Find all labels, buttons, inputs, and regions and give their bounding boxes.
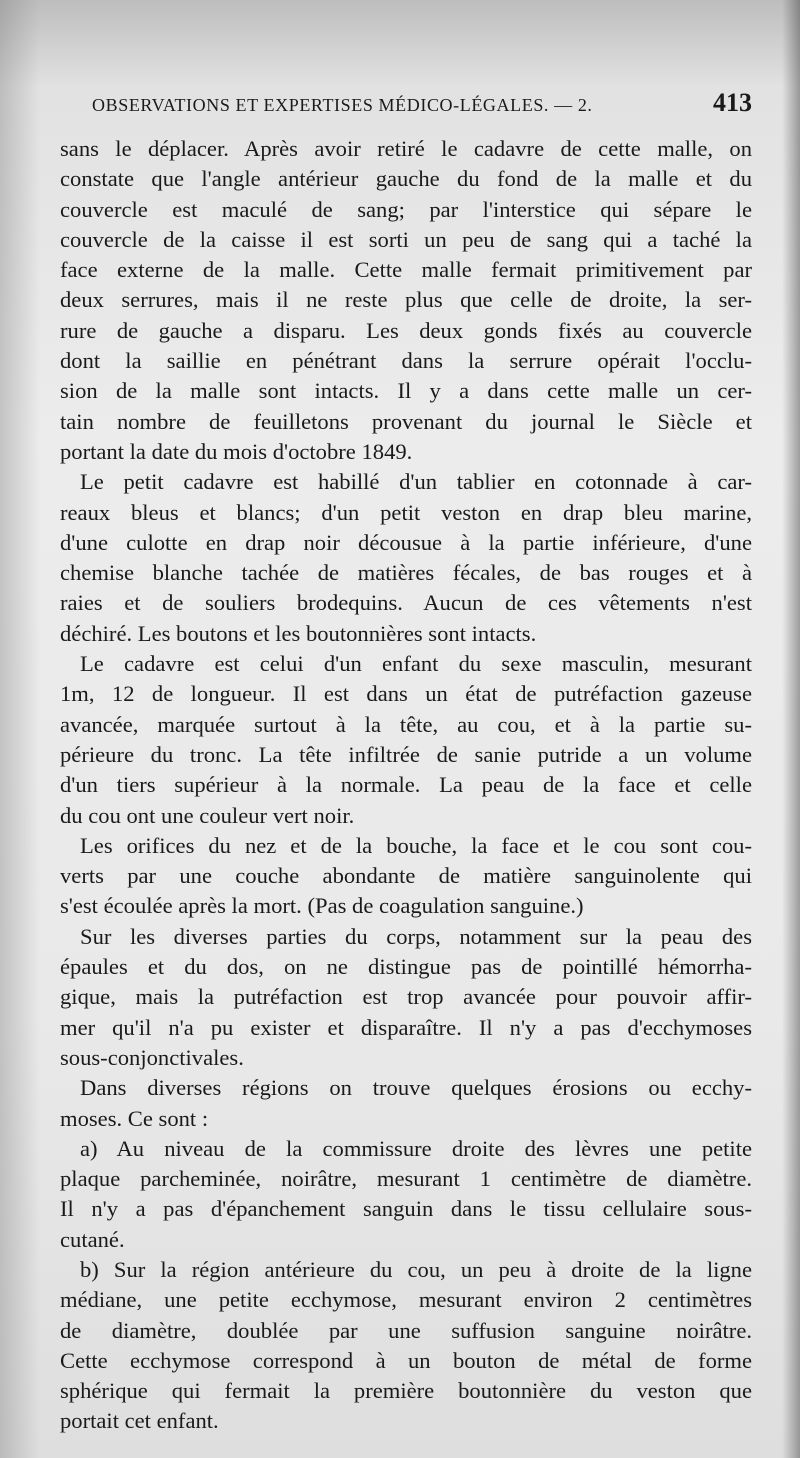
text-line: gique, mais la putréfaction est trop avancée pour pouvoir affir- xyxy=(60,984,752,1010)
text-line: tain nombre de feuilletons provenant du journal le Siècle et xyxy=(60,408,752,434)
text-line: b) Sur la région antérieure du cou, un peu à droite de la ligne xyxy=(80,1256,752,1282)
paragraph xyxy=(60,922,752,1073)
page-body-text xyxy=(60,134,752,1437)
text-line: avancée, marquée surtout à la tête, au cou, et à la partie su- xyxy=(60,711,752,737)
text-line: Dans diverses régions on trouve quelques érosions ou ecchy- xyxy=(80,1075,752,1101)
text-line: verts par une couche abondante de matière sanguinolente qui xyxy=(60,863,752,889)
text-line: Le cadavre est celui d'un enfant du sexe masculin, mesurant xyxy=(80,651,752,677)
text-line: dont la saillie en pénétrant dans la serrure opérait l'occlu- xyxy=(60,348,752,374)
text-line: épaules et du dos, on ne distingue pas de pointillé hémorrha- xyxy=(60,954,752,980)
text-line: deux serrures, mais il ne reste plus que celle de droite, la ser- xyxy=(60,287,752,313)
running-head: OBSERVATIONS ET EXPERTISES MÉDICO-LÉGALES. — 2. xyxy=(92,95,593,115)
text-line: raies et de souliers brodequins. Aucun de ces vêtements n'est xyxy=(60,590,752,616)
text-line: Sur les diverses parties du corps, notamment sur la peau des xyxy=(80,923,752,949)
text-line: 1m, 12 de longueur. Il est dans un état de putréfaction gazeuse xyxy=(60,681,752,707)
text-line: couvercle de la caisse il est sorti un peu de sang qui a taché la xyxy=(60,226,752,252)
text-line: chemise blanche tachée de matières fécales, de bas rouges et à xyxy=(60,560,752,586)
text-line: sous-conjonctivales. xyxy=(60,1044,244,1070)
text-line: déchiré. Les boutons et les boutonnières sont intacts. xyxy=(60,620,537,646)
paragraph xyxy=(60,1255,752,1437)
text-line: couvercle est maculé de sang; par l'interstice qui sépare le xyxy=(60,196,752,222)
text-line: mer qu'il n'a pu exister et disparaître. Il n'y a pas d'ecchymoses xyxy=(60,1014,752,1040)
text-line: Il n'y a pas d'épanchement sanguin dans le tissu cellulaire sous- xyxy=(60,1196,752,1222)
text-line: portant la date du mois d'octobre 1849. xyxy=(60,438,413,464)
text-line: de diamètre, doublée par une suffusion sanguine noirâtre. xyxy=(60,1317,752,1343)
paragraph xyxy=(60,134,752,467)
text-line: a) Au niveau de la commissure droite des lèvres une petite xyxy=(80,1135,752,1161)
text-line: médiane, une petite ecchymose, mesurant environ 2 centimètres xyxy=(60,1287,752,1313)
text-line: reaux bleus et blancs; d'un petit veston en drap bleu marine, xyxy=(60,499,752,525)
paragraph xyxy=(60,649,752,831)
text-line: face externe de la malle. Cette malle fermait primitivement par xyxy=(60,257,752,283)
page-number: 413 xyxy=(713,88,752,117)
text-line: périeure du tronc. La tête infiltrée de sanie putride a un volume xyxy=(60,741,752,767)
paragraph xyxy=(60,831,752,922)
paragraph xyxy=(60,467,752,649)
text-line: d'un tiers supérieur à la normale. La peau de la face et celle xyxy=(60,772,752,798)
text-line: Cette ecchymose correspond à un bouton de métal de forme xyxy=(60,1347,752,1373)
text-line: Les orifices du nez et de la bouche, la face et le cou sont cou- xyxy=(80,832,752,858)
text-line: moses. Ce sont : xyxy=(60,1105,209,1131)
text-line: constate que l'angle antérieur gauche du fond de la malle et du xyxy=(60,166,752,192)
text-line: Le petit cadavre est habillé d'un tablier en cotonnade à car- xyxy=(80,469,752,495)
text-line: s'est écoulée après la mort. (Pas de coagulation sanguine.) xyxy=(60,893,584,919)
text-line: cutané. xyxy=(60,1226,125,1252)
paragraph xyxy=(60,1134,752,1255)
text-line: sphérique qui fermait la première boutonnière du veston que xyxy=(60,1378,752,1404)
page-edge-shadow xyxy=(782,0,800,1458)
text-line: du cou ont une couleur vert noir. xyxy=(60,802,355,828)
paragraph xyxy=(60,1073,752,1134)
text-line: portait cet enfant. xyxy=(60,1408,219,1434)
text-line: d'une culotte en drap noir décousue à la partie inférieure, d'une xyxy=(60,529,752,555)
page-header xyxy=(92,88,752,118)
page-gutter-shadow xyxy=(0,0,40,1458)
text-line: sion de la malle sont intacts. Il y a dans cette malle un cer- xyxy=(60,378,752,404)
text-line: sans le déplacer. Après avoir retiré le cadavre de cette malle, on xyxy=(60,136,752,161)
text-line: rure de gauche a disparu. Les deux gonds fixés au couvercle xyxy=(60,317,752,343)
text-line: plaque parcheminée, noirâtre, mesurant 1 centimètre de diamètre. xyxy=(60,1166,752,1192)
